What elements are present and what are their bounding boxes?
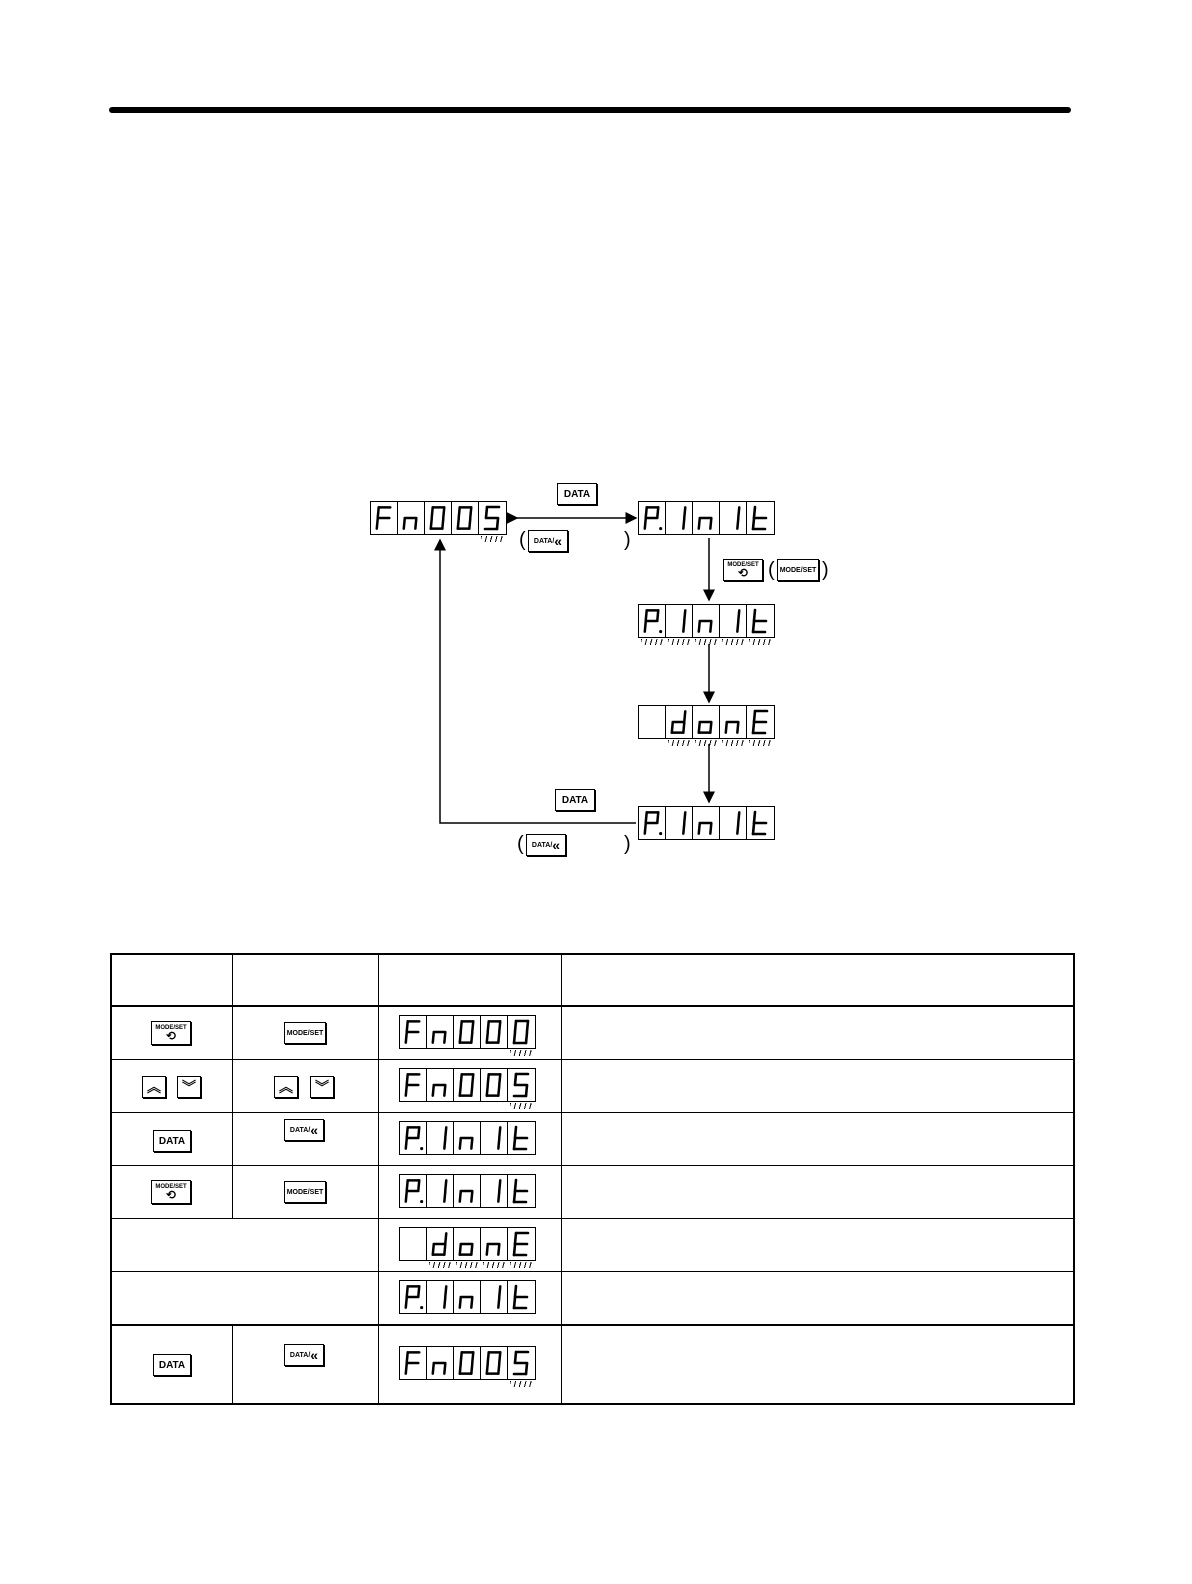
mode-set-key[interactable]	[777, 559, 819, 581]
segment-digit	[400, 1175, 427, 1207]
mode-set-loop-label: MODE/SET	[727, 562, 759, 568]
segment-digit	[427, 1228, 454, 1260]
segment-digit	[427, 1281, 454, 1313]
segment-digit	[666, 502, 693, 534]
segment-digit	[720, 605, 747, 637]
segment-digit	[666, 605, 693, 637]
display-pinit-2	[638, 604, 775, 638]
down-key[interactable]	[310, 1076, 334, 1098]
segment-digit	[479, 502, 506, 534]
mode-set-loop-key[interactable]	[723, 559, 763, 581]
segment-digit	[508, 1175, 535, 1207]
display-cell	[379, 1113, 562, 1166]
segment-digit	[720, 706, 747, 738]
display-pinit-3	[638, 806, 775, 840]
display-pinit-blinking	[399, 1174, 536, 1208]
segment-digit	[481, 1122, 508, 1154]
key-cell	[233, 1006, 379, 1060]
data-shift-key[interactable]	[528, 530, 568, 552]
display-pinit	[399, 1280, 536, 1314]
table-row	[111, 1325, 1074, 1404]
display-done	[638, 705, 775, 739]
table-row	[111, 1272, 1074, 1326]
display-done	[399, 1227, 536, 1261]
mode-set-key[interactable]	[284, 1022, 326, 1044]
up-chevron-icon: ︽	[279, 1079, 293, 1095]
description-cell	[562, 1272, 1075, 1326]
segment-digit	[693, 605, 720, 637]
data-key-label: DATA	[158, 1359, 186, 1371]
segment-digit	[747, 706, 774, 738]
display-cell	[379, 1325, 562, 1404]
key-cell	[111, 1325, 233, 1404]
segment-digit	[693, 706, 720, 738]
mode-set-key[interactable]	[284, 1181, 326, 1203]
segment-digit	[398, 502, 425, 534]
data-key[interactable]	[555, 789, 595, 811]
display-fn005	[399, 1068, 536, 1102]
segment-digit	[666, 706, 693, 738]
description-cell	[562, 1219, 1075, 1272]
table-row	[111, 1060, 1074, 1113]
segment-digit	[693, 807, 720, 839]
display-cell	[379, 1060, 562, 1113]
segment-digit	[747, 502, 774, 534]
table-row	[111, 1219, 1074, 1272]
paren-close: )	[624, 529, 631, 551]
display-pinit-1	[638, 501, 775, 535]
segment-digit	[454, 1347, 481, 1379]
mode-set-key-label: MODE/SET	[286, 1029, 324, 1037]
segment-digit	[508, 1122, 535, 1154]
paren-open: (	[519, 529, 526, 551]
segment-digit	[693, 502, 720, 534]
data-key-label: DATA	[561, 794, 589, 806]
segment-digit	[427, 1347, 454, 1379]
display-fn005	[399, 1346, 536, 1380]
up-key[interactable]	[142, 1076, 166, 1098]
header-cell	[111, 954, 233, 1006]
header-rule	[109, 107, 1071, 113]
segment-digit	[639, 605, 666, 637]
segment-digit	[720, 502, 747, 534]
down-key[interactable]	[177, 1076, 201, 1098]
paren-open: (	[768, 559, 775, 581]
segment-digit	[481, 1175, 508, 1207]
segment-digit	[508, 1069, 535, 1101]
segment-digit	[481, 1228, 508, 1260]
display-fn005	[370, 501, 507, 535]
description-cell	[562, 1166, 1075, 1219]
segment-digit	[747, 807, 774, 839]
data-shift-key[interactable]	[284, 1119, 324, 1141]
mode-set-loop-key[interactable]	[151, 1021, 191, 1045]
key-cell-merged	[111, 1219, 379, 1272]
mode-set-loop-key[interactable]	[151, 1180, 191, 1204]
key-cell	[111, 1166, 233, 1219]
segment-digit	[400, 1347, 427, 1379]
up-chevron-icon: ︽	[147, 1079, 161, 1095]
segment-digit	[454, 1016, 481, 1048]
double-left-chevron-icon: «	[552, 837, 561, 853]
arrow-return	[440, 537, 636, 823]
key-cell	[233, 1113, 379, 1166]
paren-close: )	[822, 559, 829, 581]
segment-digit	[454, 1122, 481, 1154]
data-shift-key-label: DATA/	[533, 537, 555, 545]
segment-digit	[666, 807, 693, 839]
double-left-chevron-icon: «	[310, 1347, 319, 1363]
segment-digit	[720, 807, 747, 839]
key-cell	[233, 1166, 379, 1219]
segment-digit	[427, 1069, 454, 1101]
down-chevron-icon: ︾	[315, 1079, 329, 1095]
description-cell	[562, 1060, 1075, 1113]
table-header-row	[111, 954, 1074, 1006]
display-cell	[379, 1006, 562, 1060]
segment-digit	[508, 1228, 535, 1260]
data-key[interactable]	[153, 1130, 191, 1152]
data-shift-key-label: DATA/	[289, 1351, 311, 1359]
segment-digit	[639, 706, 666, 738]
segment-digit	[481, 1069, 508, 1101]
key-cell	[233, 1325, 379, 1404]
segment-digit	[747, 605, 774, 637]
data-key[interactable]	[557, 483, 597, 505]
segment-digit	[454, 1175, 481, 1207]
segment-digit	[400, 1281, 427, 1313]
data-key-label: DATA	[158, 1135, 186, 1147]
segment-digit	[454, 1069, 481, 1101]
double-left-chevron-icon: «	[310, 1122, 319, 1138]
mode-set-loop-icon: ⟲	[165, 1188, 177, 1202]
operation-table	[110, 953, 1075, 1405]
mode-set-key-label: MODE/SET	[779, 566, 817, 574]
display-fn000	[399, 1015, 536, 1049]
key-cell	[111, 1006, 233, 1060]
segment-digit	[425, 502, 452, 534]
mode-set-loop-icon: ⟲	[165, 1029, 177, 1043]
display-cell	[379, 1272, 562, 1326]
display-pinit	[399, 1121, 536, 1155]
segment-digit	[454, 1281, 481, 1313]
table-row	[111, 1006, 1074, 1060]
description-cell	[562, 1006, 1075, 1060]
up-key[interactable]	[274, 1076, 298, 1098]
key-cell	[233, 1060, 379, 1113]
data-shift-key[interactable]	[526, 834, 566, 856]
double-left-chevron-icon: «	[554, 533, 563, 549]
segment-digit	[508, 1281, 535, 1313]
segment-digit	[400, 1228, 427, 1260]
table-row	[111, 1166, 1074, 1219]
segment-digit	[400, 1016, 427, 1048]
segment-digit	[508, 1347, 535, 1379]
segment-digit	[639, 807, 666, 839]
display-cell	[379, 1166, 562, 1219]
header-cell	[562, 954, 1075, 1006]
segment-digit	[481, 1016, 508, 1048]
data-shift-key[interactable]	[284, 1344, 324, 1366]
down-chevron-icon: ︾	[182, 1079, 196, 1095]
segment-digit	[454, 1228, 481, 1260]
segment-digit	[508, 1016, 535, 1048]
data-shift-key-label: DATA/	[531, 841, 553, 849]
paren-open: (	[517, 833, 524, 855]
mode-set-key-label: MODE/SET	[286, 1188, 324, 1196]
segment-digit	[481, 1281, 508, 1313]
segment-digit	[481, 1347, 508, 1379]
data-shift-key-label: DATA/	[289, 1126, 311, 1134]
segment-digit	[400, 1122, 427, 1154]
mode-set-loop-label: MODE/SET	[155, 1184, 187, 1190]
table-row	[111, 1113, 1074, 1166]
mode-set-loop-icon: ⟲	[737, 566, 749, 580]
data-key[interactable]	[153, 1354, 191, 1376]
key-cell-merged	[111, 1272, 379, 1326]
header-cell	[233, 954, 379, 1006]
key-cell	[111, 1060, 233, 1113]
segment-digit	[639, 502, 666, 534]
segment-digit	[400, 1069, 427, 1101]
segment-digit	[452, 502, 479, 534]
segment-digit	[427, 1122, 454, 1154]
display-cell	[379, 1219, 562, 1272]
description-cell	[562, 1325, 1075, 1404]
paren-close: )	[624, 833, 631, 855]
segment-digit	[427, 1175, 454, 1207]
description-cell	[562, 1113, 1075, 1166]
key-cell	[111, 1113, 233, 1166]
header-cell	[379, 954, 562, 1006]
data-key-label: DATA	[563, 488, 591, 500]
segment-digit	[427, 1016, 454, 1048]
mode-set-loop-label: MODE/SET	[155, 1025, 187, 1031]
segment-digit	[371, 502, 398, 534]
